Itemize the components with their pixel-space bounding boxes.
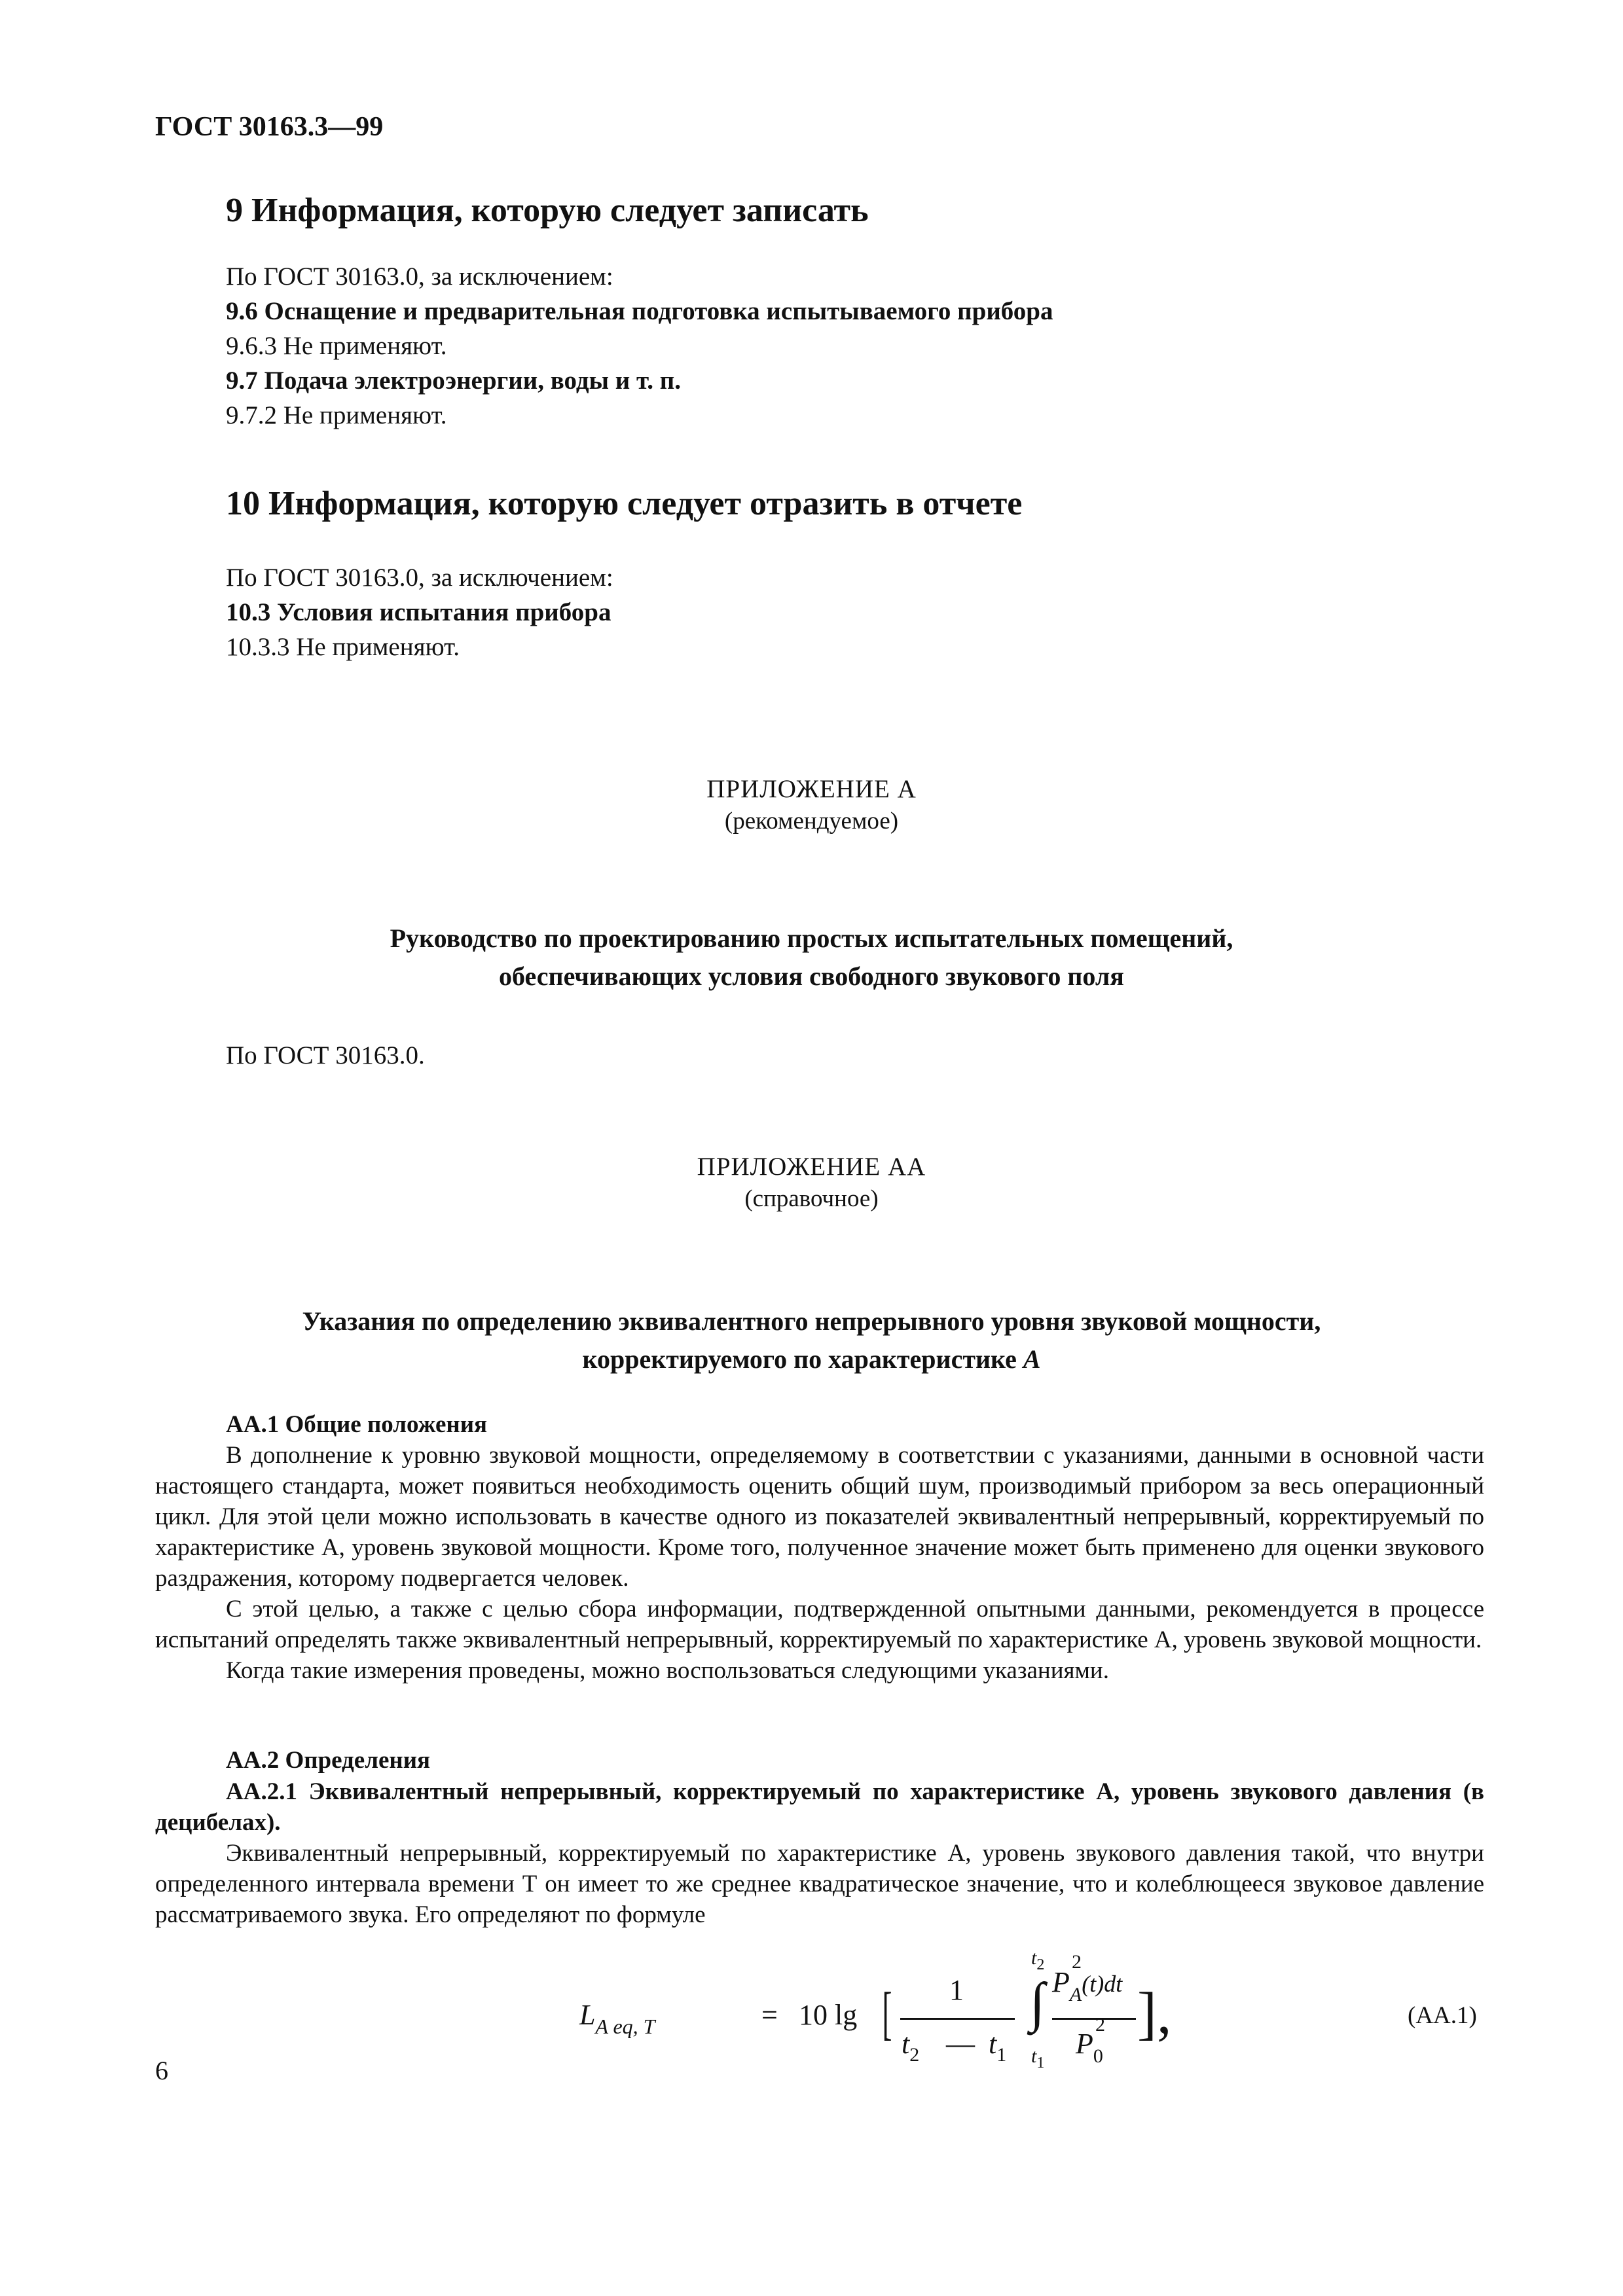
appendix-aa-title-line-1: Указания по определению эквивалентного непрерывного уровня звуковой мощности, [302, 1306, 1321, 1336]
section-10-line-1: По ГОСТ 30163.0, за исключением: [226, 564, 613, 592]
integral-upper: t [1031, 1947, 1037, 1969]
formula-one: 1 [949, 1974, 964, 2006]
section-10-line-2: 10.3 Условия испытания прибора [226, 598, 611, 626]
standard-number: ГОСТ 30163.3—99 [155, 112, 384, 142]
appendix-a-title-line-1: Руководство по проектированию простых испытательных помещений, [390, 924, 1233, 953]
denominator-p: P [1076, 2028, 1093, 2060]
numerator-sup: 2 [1072, 1951, 1082, 1973]
section-9-line-3: 9.6.3 Не применяют. [226, 332, 447, 360]
formula-lhs: L [579, 1999, 596, 2031]
formula-lhs-sub: A eq, T [595, 2015, 655, 2038]
appendix-a-title [0, 920, 1623, 996]
appendix-a-status: (рекомендуемое) [724, 808, 899, 834]
section-9-line-4: 9.7 Подача электроэнергии, воды и т. п. [226, 367, 681, 395]
appendix-aa-status: (справочное) [744, 1185, 879, 1212]
integral-lower-sub: 1 [1036, 2054, 1045, 2072]
aa21-block [155, 1776, 1484, 1930]
fraction-bar-2 [1052, 2018, 1136, 2020]
denominator-sup: 2 [1095, 2014, 1105, 2036]
aa1-body [155, 1440, 1484, 1686]
formula-t2: t [902, 2028, 910, 2060]
aa1-paragraph-2: С этой целью, а также с целью сбора информации, подтвержденной опытными данными, рекомендуется в процессе испытаний определять также эквивалентный непрерывный, корректируемый по характеристике А, уровень звуковой мощности. [155, 1596, 1484, 1653]
formula-coef: 10 lg [799, 1999, 858, 2031]
formula-tail: ], [1137, 1981, 1172, 2046]
appendix-a-body: По ГОСТ 30163.0. [226, 1041, 425, 1069]
appendix-aa-title-line-2: корректируемого по характеристике А [582, 1344, 1041, 1374]
aa21-paragraph: Эквивалентный непрерывный, корректируемый по характеристике А, уровень звукового давления такой, что внутри определенного интервала времени Т он имеет то же среднее квадратическое значение, что и колеблющееся звуковое давление рассматриваемого звука. Его определяют по формуле [155, 1840, 1484, 1928]
appendix-aa-title [0, 1302, 1623, 1378]
equation-number: (АА.1) [1408, 2002, 1477, 2029]
formula-t2-sub: 2 [909, 2044, 920, 2066]
section-9-line-1: По ГОСТ 30163.0, за исключением: [226, 262, 613, 291]
fraction-bar-1 [900, 2018, 1015, 2020]
formula-equals: = [761, 1999, 778, 2031]
section-9-line-5: 9.7.2 Не применяют. [226, 401, 447, 429]
aa1-heading: АА.1 Общие положения [226, 1411, 488, 1438]
section-9-line-2: 9.6 Оснащение и предварительная подготовка испытываемого прибора [226, 297, 1053, 325]
section-10-line-3: 10.3.3 Не применяют. [226, 633, 460, 661]
section-9-title: 9 Информация, которую следует записать [226, 192, 869, 229]
aa1-paragraph-1: В дополнение к уровню звуковой мощности, определяемому в соответствии с указаниями, данными в основной части настоящего стандарта, может появиться необходимость оценить общий шум, производимый прибором за весь операционный цикл. Для этой цели можно использовать в качестве одного из показателей эквивалентный непрерывный, корректируемый по характеристике А, уровень звуковой мощности. Кроме того, полученное значение может быть применено для оценки звукового раздражения, которому подвергается человек. [155, 1442, 1484, 1592]
integral-sign-icon: ∫ [1030, 1972, 1046, 2033]
numerator-sub: A [1069, 1984, 1082, 2005]
left-bracket-icon: [ [882, 1981, 892, 2046]
formula-t1: t [989, 2028, 997, 2060]
formula-minus: — [946, 2028, 975, 2060]
integral-upper-sub: 2 [1036, 1956, 1045, 1973]
section-10-title: 10 Информация, которую следует отразить в отчете [226, 485, 1023, 522]
aa1-paragraph-3: Когда такие измерения проведены, можно воспользоваться следующими указаниями. [226, 1657, 1109, 1684]
var-a: А [1023, 1344, 1041, 1374]
page-number: 6 [155, 2056, 168, 2085]
aa2-heading: АА.2 Определения [226, 1747, 431, 1774]
integral-lower: t [1031, 2045, 1037, 2067]
formula-aa1 [579, 1947, 1172, 2072]
appendix-a-title-line-2: обеспечивающих условия свободного звукового поля [499, 961, 1124, 991]
denominator-sub: 0 [1093, 2045, 1103, 2067]
numerator-p: P [1052, 1966, 1070, 1998]
appendix-a-label: ПРИЛОЖЕНИЕ А [706, 775, 917, 803]
formula-t1-sub: 1 [996, 2044, 1007, 2066]
appendix-aa-label: ПРИЛОЖЕНИЕ АА [697, 1153, 926, 1181]
aa21-heading: АА.2.1 Эквивалентный непрерывный, корректируемый по характеристике А, уровень звукового давления (в децибелах). [155, 1778, 1484, 1836]
numerator-rest: (t)dt [1082, 1971, 1123, 1997]
